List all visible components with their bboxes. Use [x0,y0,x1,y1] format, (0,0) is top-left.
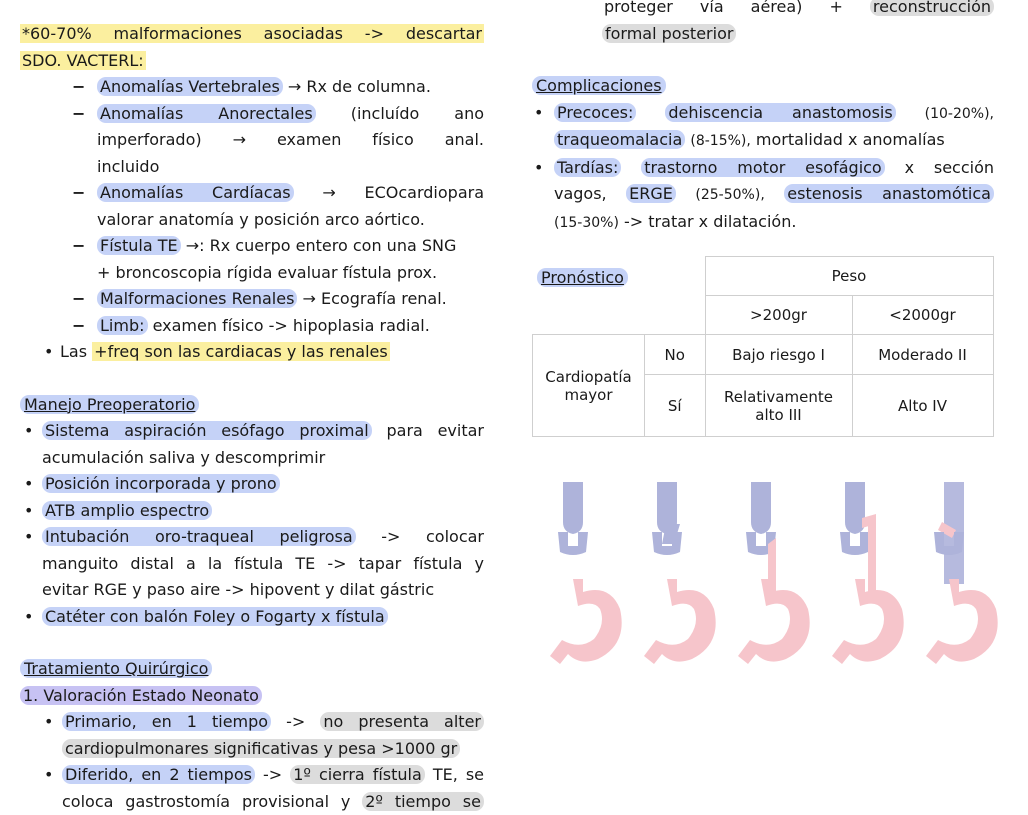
list-item: − Malformaciones Renales → Ecografía renal. [72,289,447,308]
table-header-col1: >200gr [705,296,852,335]
list-item: • Posición incorporada y prono [20,471,484,498]
list-item: − Fístula TE →: Rx cuerpo entero con una SNG [72,236,457,255]
atresia-type-c [738,482,810,664]
atresia-type-e [926,482,998,664]
list-item: • Sistema aspiración esófago proximal para evitar [24,421,484,440]
atresia-type-d [832,482,904,664]
list-item: − Anomalías Anorectales (incluído ano [72,103,485,123]
left-column: *60-70% malformaciones asociadas -> descartar SDO. VACTERL: − Anomalías Vertebrales → Rx de columna. − Anomalías Anorectales (incluído ano imperforado) → examen físico anal. incluido − Anomalías Cardíacas → ECOcardiopara valorar anatomía y posición arco aórtico. − Fístula TE →: Rx cuerpo entero con una SNG + broncoscopia rígida evaluar fístula prox. − Malformaciones Renales → Ecografía renal. − Limb: examen físico -> hipoplasia radial. • Las +freq son las cardiacas y las renales Manejo Preoperatorio • Sistema aspiración esófago proximal para evitar acumulación saliva y descomprimir • Posición incorporada y prono • ATB amplio espectro • Intubación oro-traqueal peligrosa -> colocar manguito distal a la fístula TE -> tapar fístula y evitar RGE y paso aire -> hipovent y dilat gástric • Catéter con balón Foley o Fogarty x fístula Tratamiento Quirúrgico 1. Valoración Estado Neonato • Primario, en 1 tiempo -> no presenta alter cardiopulmonares significativas y pesa >1000 gr • Diferido, en 2 tiempos -> 1º cierra fístula TE, se coloca gastrostomía provisional y 2º tiempo se [20,0,484,815]
list-item: − Anomalías Cardíacas → ECOcardiopara [72,183,485,202]
atresia-type-a [550,482,622,664]
section-title-pronostico: Pronóstico [537,266,628,290]
table-cell: Bajo riesgo I [705,335,852,375]
right-column: proteger vía aérea) + reconstrucción formal posterior Complicaciones • Precoces: dehiscencia anastomosis (10-20%), traqueomalacia (8-15%), mortalidad x anomalías • Tardías: trastorno motor esofágico x sección vagos, ERGE (25-50%), estenosis anastomótica (15-30%) -> tratar x dilatación. [532,0,994,236]
list-item: • Primario, en 1 tiempo -> no presenta alter [20,709,484,736]
list-item: • Precoces: dehiscencia anastomosis (10-20%), [534,102,994,122]
list-item: − Anomalías Vertebrales → Rx de columna. [72,77,431,96]
list-item: • Diferido, en 2 tiempos -> 1º cierra fístula TE, se [44,765,485,784]
table-cell-no: No [645,335,706,375]
section-title-complicaciones: Complicaciones [532,73,994,100]
list-item: • Tardías: trastorno motor esofágico x sección [534,157,995,177]
table-row-header: Cardiopatía mayor [533,335,645,437]
table-cell: Moderado II [852,335,993,375]
section-title-manejo: Manejo Preoperatorio [20,392,484,419]
section-title-tratamiento: Tratamiento Quirúrgico [20,656,484,683]
list-item: • Intubación oro-traqueal peligrosa -> colocar [24,527,484,546]
prognosis-table [532,256,994,437]
table-header-col2: <2000gr [852,296,993,335]
list-item: • Catéter con balón Foley o Fogarty x fístula [20,604,484,631]
table-cell-si: Sí [645,375,706,437]
atresia-type-b [644,482,716,664]
table-cell: Alto IV [852,375,993,437]
vacterl-note: *60-70% malformaciones asociadas -> descartar [22,24,482,43]
subsection-title-valoracion: 1. Valoración Estado Neonato [20,683,484,710]
esophageal-atresia-types-illustration [528,474,998,684]
table-header-peso: Peso [705,257,993,296]
list-item: − Limb: examen físico -> hipoplasia radial. [72,315,430,335]
table-cell: Relativamente alto III [705,375,852,437]
list-item: • Las +freq son las cardiacas y las renales [44,342,388,361]
list-item: • ATB amplio espectro [20,498,484,525]
